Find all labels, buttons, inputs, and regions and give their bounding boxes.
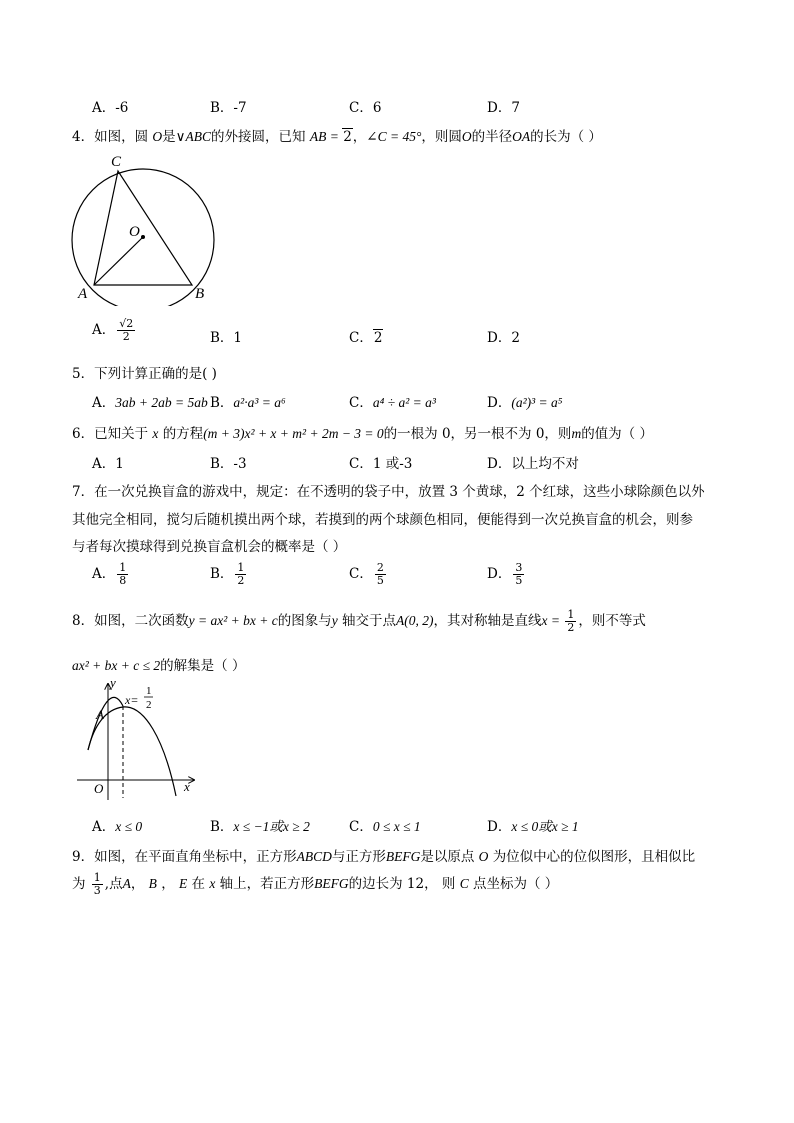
q8-point-a-label: A [96, 707, 104, 722]
q4-option-c: C．2 [349, 330, 383, 346]
q6-stem: 6．已知关于 x 的方程(m + 3)x² + x + m² + 2m − 3 = 0的一根为 0，另一根不为 0，则m的值为（ ） [72, 426, 653, 442]
q5-stem: 5．下列计算正确的是( ) [72, 366, 217, 382]
q4-label-a: A [78, 286, 88, 302]
q6-option-b: B．-3 [210, 456, 247, 472]
q3-option-c: C．6 [349, 100, 382, 116]
q9-line-1: 9．如图，在平面直角坐标中，正方形ABCD与正方形BEFG是以原点 O 为位似中心的位似图形，且相似比 [72, 849, 696, 865]
q4-circle-figure [66, 148, 222, 306]
q8-inequality: ax² + bx + c ≤ 2 [72, 658, 161, 673]
q7-option-b: B． $\frac{1}{2}$ [210, 561, 245, 587]
q8-axis-label: x= [125, 693, 139, 707]
q9-line-2: 为 $\frac{1}{3}$ ,点A， B ， E 在 x 轴上，若正方形BEFG的边长为 12， 则 C 点坐标为（ ） [72, 871, 559, 897]
q8-stem-line-2: ax² + bx + c ≤ 2的解集是（ ） [72, 658, 246, 674]
q8-option-d: D．x ≤ 0或x ≥ 1 [487, 819, 579, 835]
q8-y-label: y [110, 678, 116, 690]
q8-point-a: A(0, 2) [396, 613, 434, 628]
q4-label-b: B [195, 286, 205, 302]
q7-option-d: D． $\frac{3}{5}$ [487, 561, 523, 587]
q8-option-b: B．x ≤ −1或x ≥ 2 [210, 819, 310, 835]
q4-expr-ab: AB = [309, 129, 343, 144]
q3-option-a: A．-6 [92, 100, 129, 116]
q4-option-a: A． $\frac{√2}{2}$ [92, 317, 134, 343]
q5-option-c: C．a⁴ ÷ a² = a³ [349, 395, 436, 411]
q4-radius-line [94, 237, 143, 285]
q4-expr-angle: ∠C = 45° [366, 129, 422, 144]
q8-option-a: A．x ≤ 0 [92, 819, 143, 835]
q7-line-3: 与者每次摸球得到兑换盲盒机会的概率是（ ） [72, 539, 347, 555]
q4-label-o: O [129, 224, 140, 240]
q8-x-label: x [184, 779, 190, 794]
q7-option-a: A． $\frac{1}{8}$ [92, 561, 127, 587]
q4-triangle: ∨ABC [175, 129, 212, 144]
q7-line-2: 其他完全相同，搅匀后随机摸出两个球，若摸到的两个球颜色相同，便能得到一次兑换盲盒的机会，则参 [72, 512, 693, 528]
q4-circle-o: O [152, 129, 163, 144]
q6-equation: (m + 3)x² + x + m² + 2m − 3 = 0 [203, 426, 384, 441]
q4-sqrt-2: 2 [343, 129, 352, 145]
q4-triangle-shape [94, 171, 192, 285]
q8-axis-den: 2 [146, 699, 152, 711]
q4-option-b: B．1 [210, 330, 243, 346]
q3-option-b: B．-7 [210, 100, 247, 116]
q8-axis-num: 1 [146, 685, 152, 697]
q8-stem-line-1: 8．如图，二次函数y = ax² + bx + c的图象与y 轴交于点A(0, 2)，其对称轴是直线x = $\frac{1}{2}$ ，则不等式 [72, 608, 646, 634]
q7-line-1: 7．在一次兑换盲盒的游戏中，规定：在不透明的袋子中，放置 3 个黄球，2 个红球，这些小球除颜色以外 [72, 484, 705, 500]
q6-option-c: C．1 或-3 [349, 456, 413, 472]
q8-parabola-graph [72, 678, 202, 806]
q4-option-d: D．2 [487, 330, 520, 346]
q5-option-b: B．a²·a³ = a⁶ [210, 395, 286, 411]
q4-center-point [141, 235, 145, 239]
q6-option-d: D．以上均不对 [487, 456, 579, 472]
q5-option-a: A．3ab + 2ab = 5ab [92, 395, 208, 411]
q4-label-c: C [111, 154, 122, 170]
q8-parabola-left [88, 697, 123, 750]
q4-stem: 4．如图，圆 O是∨ABC的外接圆，已知 AB = 2，∠C = 45°，则圆O的半径OA的长为（ ） [72, 129, 602, 145]
q8-function: y = ax² + bx + c [188, 613, 278, 628]
q8-origin-label: O [94, 781, 104, 796]
q6-option-a: A．1 [92, 456, 124, 472]
q5-option-d: D．(a²)³ = a⁵ [487, 395, 563, 411]
q3-option-d: D．7 [487, 100, 520, 116]
q7-option-c: C． $\frac{2}{5}$ [349, 561, 384, 587]
q8-option-c: C．0 ≤ x ≤ 1 [349, 819, 421, 835]
q4-radius-oa: OA [512, 129, 531, 144]
